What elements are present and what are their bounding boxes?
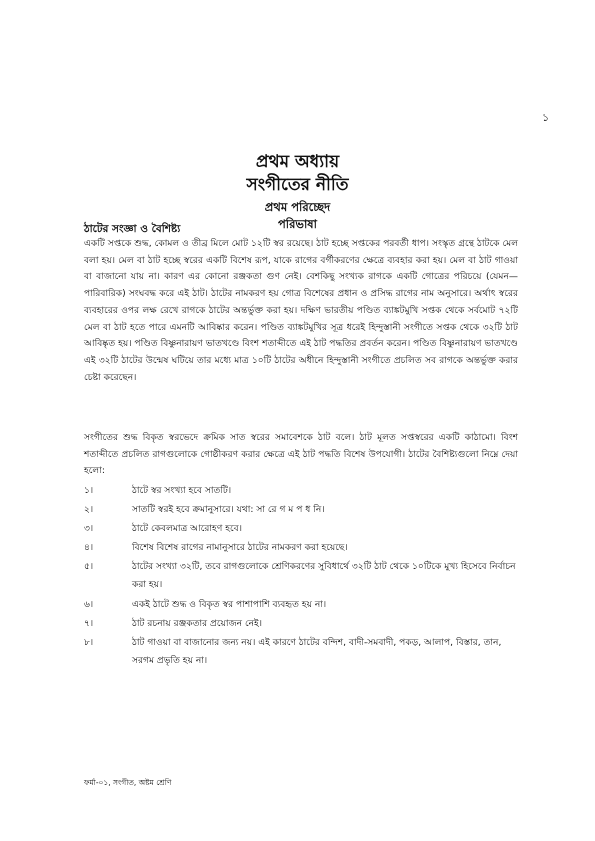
- list-item-text: একই ঠাটে শুদ্ধ ও বিকৃত স্বর পাশাপাশি ব্যবহৃত হয় না।: [132, 600, 327, 610]
- page-footer: ফর্মা-০১, সংগীত, অষ্টম শ্রেণি: [84, 778, 172, 787]
- list-item-text: সাতটি স্বরই হবে ক্রমানুসারে। যথা: সা রে গ ম প ধ নি।: [132, 505, 325, 515]
- list-item-number: ১।: [84, 486, 94, 496]
- list-item-text: ঠাটের সংখ্যা ৩২টি, তবে রাগগুলোকে শ্রেণিকরণের সুবিধার্থে ৩২টি ঠাট থেকে ১০টিকে মুখ্য হিসেবে নির্বাচন করা হয়।: [132, 562, 516, 590]
- body-paragraph: একটি সপ্তকে শুদ্ধ, কোমল ও তীব্র মিলে মোট ১২টি স্বর রয়েছে। ঠাট হচ্ছে সপ্তকের পরবর্তী ধাপ। সংস্কৃত গ্রন্থে ঠাটকে মেল বলা হয়। মেল বা ঠাট হচ্ছে স্বরের একটি বিশেষ রূপ, যাকে রাগের বর্গীকরণের ক্ষেত্রে ব্যবহার করা হয়। মেল বা ঠাট গাওয়া বা বাজানো যায় না। কারণ এর কোনো রঞ্জকতা গুণ নেই। বেশকিছু সংখ্যক রাগকে একটি গোত্রের পরিচয়ে (যেমন— পারিবারিক) সংঘবদ্ধ করে এই ঠাট। ঠাটের নামকরণ হয় গোত্র বিশেষের প্রধান ও প্রসিদ্ধ রাগের নাম অনুসারে। অর্থাৎ স্বরের ব্যবহারের ওপর লক্ষ রেখে রাগকে ঠাটের অন্তর্ভুক্ত করা হয়। দক্ষিণ ভারতীয় পণ্ডিত ব্যাঙ্কটমুখি সপ্তক থেকে সর্বমোট ৭২টি মেল বা ঠাট হতে পারে এমনটি আবিষ্কার করেন। পণ্ডিত ব্যাঙ্কটমুখির সূত্র ধরেই হিন্দুস্তানী সংগীতে সপ্তক থেকে ৩২টি ঠাট আবিষ্কৃত হয়। পণ্ডিত বিষ্ণুনারায়ণ ভাতখণ্ডে বিংশ শতাব্দীতে এই ঠাট পদ্ধতির প্রবর্তন করেন। পণ্ডিত বিষ্ণুনারায়ণ ভাতখণ্ডে এই ৩২টি ঠাটের উন্মেষ ঘটিয়ে তার মধ্যে মাত্র ১০টি ঠাটের অধীনে হিন্দুস্তানী সংগীতে প্রচলিত সব রাগকে অন্তর্ভুক্ত করার চেষ্টা করেছেন।: [84, 239, 518, 383]
- page-number: ১: [542, 111, 550, 124]
- subsection-title: পরিভাষা: [277, 217, 317, 231]
- list-item-number: ৪।: [84, 543, 94, 553]
- page-title: সংগীতের নীতি: [246, 175, 349, 195]
- list-item-number: ২।: [84, 505, 94, 515]
- paragraph-heading: ঠাটের সংজ্ঞা ও বৈশিষ্ট্য: [84, 223, 181, 235]
- chapter-title: প্রথম অধ্যায়: [255, 152, 340, 172]
- list-item-text: ঠাট গাওয়া বা বাজানোর জন্য নয়। এই কারণে ঠাটের বন্দিশ, বাদী-সমবাদী, পকড়, আলাপ, বিস্তার, তান, সরগম প্রভৃতি হয় না।: [132, 638, 502, 666]
- list-item-text: ঠাটে কেবলমাত্র আরোহণ হবে।: [132, 524, 242, 534]
- list-item-number: ৫।: [84, 562, 94, 572]
- body-paragraph: সংগীতের শুদ্ধ বিকৃত স্বরভেদে ক্রমিক সাত স্বরের সমাবেশকে ঠাট বলে। ঠাট মূলত সপ্তস্বরের একটি কাঠামো। বিংশ শতাব্দীতে প্রচলিত রাগগুলোকে গোষ্ঠীকরণ করার ক্ষেত্রে এই ঠাট পদ্ধতি বিশেষ উপযোগী। ঠাটের বৈশিষ্ট্যগুলো নিম্নে দেয়া হলো:: [84, 433, 518, 477]
- section-title: প্রথম পরিচ্ছেদ: [264, 200, 331, 214]
- list-item-text: ঠাট রচনায় রঞ্জকতার প্রয়োজন নেই।: [132, 619, 263, 629]
- list-item-number: ৮।: [84, 638, 94, 648]
- list-item-text: বিশেষ বিশেষ রাগের নামানুসারে ঠাটের নামকরণ করা হয়েছে।: [132, 543, 348, 553]
- list-item-number: ৬।: [84, 600, 94, 610]
- list-item-number: ৭।: [84, 619, 94, 629]
- list-item-text: ঠাটে স্বর সংখ্যা হবে সাতটি।: [132, 486, 232, 496]
- list-item-number: ৩।: [84, 524, 94, 534]
